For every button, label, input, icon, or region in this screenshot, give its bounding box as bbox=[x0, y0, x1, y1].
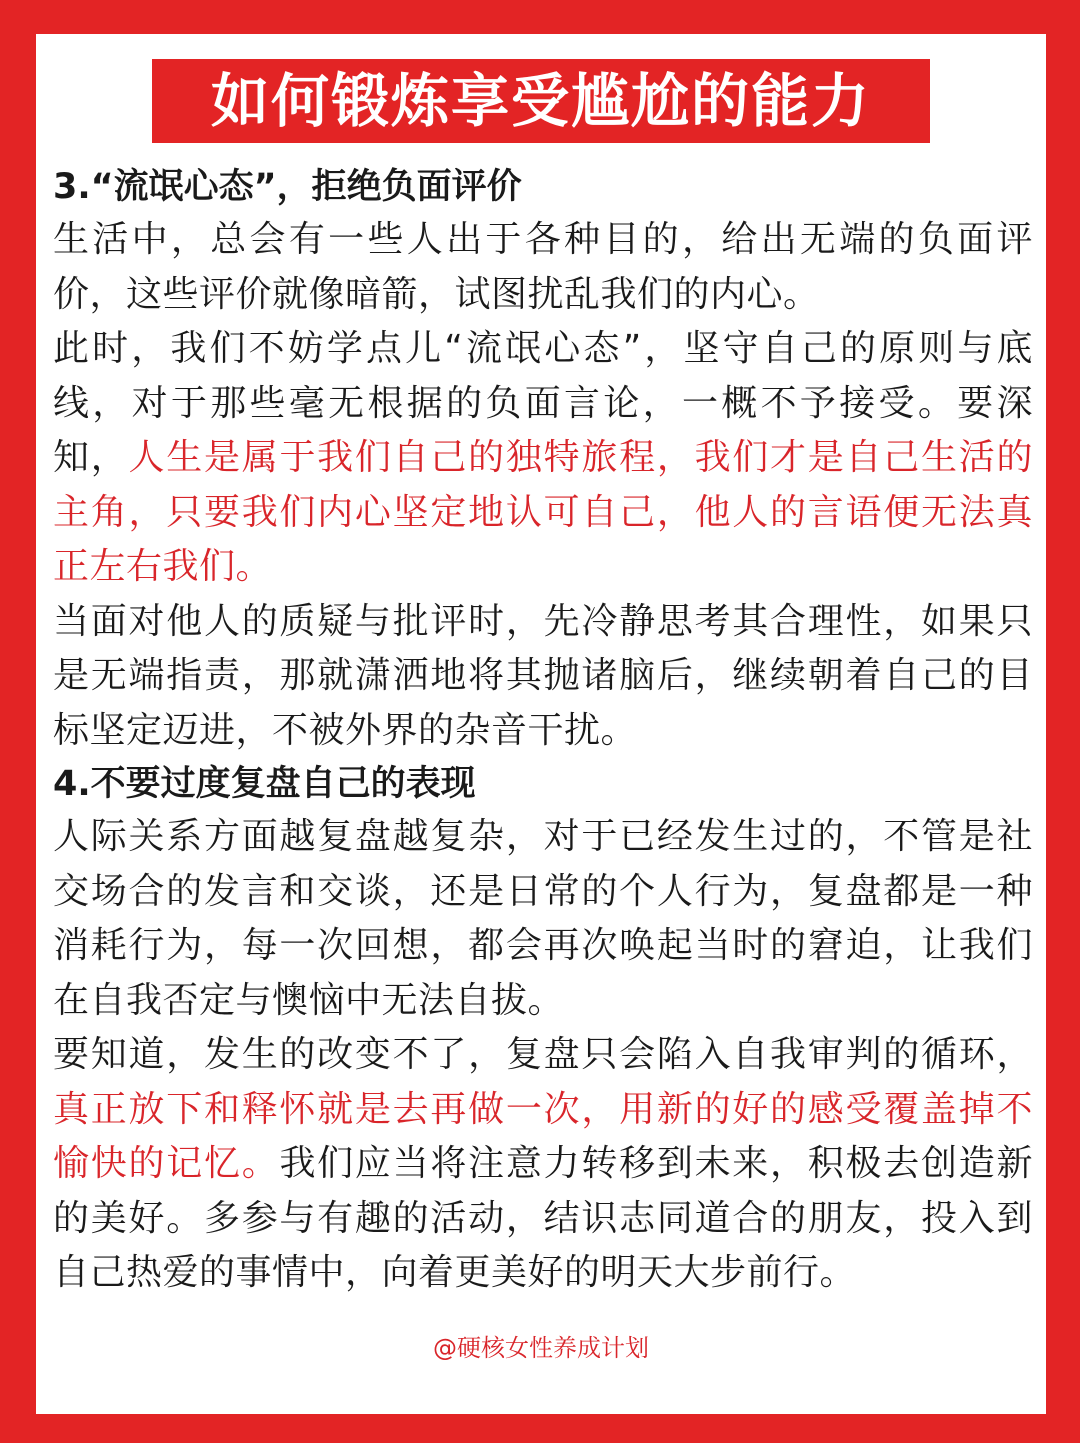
page-title: 如何锻炼享受尴尬的能力 bbox=[152, 59, 930, 143]
section-4-highlight: 真正放下和释怀就是去再做一次，用新的好的感受覆盖掉不愉快的记忆。 bbox=[53, 1088, 1033, 1184]
section-4-paragraph-2 bbox=[53, 1028, 1033, 1301]
section-3-paragraph-2 bbox=[53, 322, 1033, 595]
content-card bbox=[36, 34, 1046, 1414]
article-body bbox=[53, 161, 1033, 1301]
author-watermark: @硬核女性养成计划 bbox=[433, 1334, 649, 1362]
section-3-paragraph-2-text: 此时，我们不妨学点儿“流氓心态”，坚守自己的原则与底线，对于那些毫无根据的负面言论，一概不予接受。要深知， bbox=[53, 328, 1033, 478]
section-4-paragraph-2-text-a: 要知道，发生的改变不了，复盘只会陷入自我审判的循环， bbox=[53, 1034, 1033, 1075]
section-4-paragraph-1: 人际关系方面越复盘越复杂，对于已经发生过的，不管是社交场合的发言和交谈，还是日常的个人行为，复盘都是一种消耗行为，每一次回想，都会再次唤起当时的窘迫，让我们在自我否定与懊恼中无法自拔。 bbox=[53, 816, 1033, 1021]
section-3-paragraph-1: 生活中，总会有一些人出于各种目的，给出无端的负面评价，这些评价就像暗箭，试图扰乱我们的内心。 bbox=[53, 219, 1033, 315]
section-3-highlight: 人生是属于我们自己的独特旅程，我们才是自己生活的主角，只要我们内心坚定地认可自己，他人的言语便无法真正左右我们。 bbox=[53, 437, 1033, 587]
section-3-paragraph-3: 当面对他人的质疑与批评时，先冷静思考其合理性，如果只是无端指责，那就潇洒地将其抛诸脑后，继续朝着自己的目标坚定迈进，不被外界的杂音干扰。 bbox=[53, 600, 1033, 751]
section-4-heading: 4.不要过度复盘自己的表现 bbox=[53, 764, 476, 804]
section-4-paragraph-2-text-b: 我们应当将注意力转移到未来，积极去创造新的美好。多参与有趣的活动，结识志同道合的朋友，投入到自己热爱的事情中，向着更美好的明天大步前行。 bbox=[53, 1143, 1033, 1293]
section-3-heading: 3.“流氓心态”，拒绝负面评价 bbox=[53, 167, 522, 207]
